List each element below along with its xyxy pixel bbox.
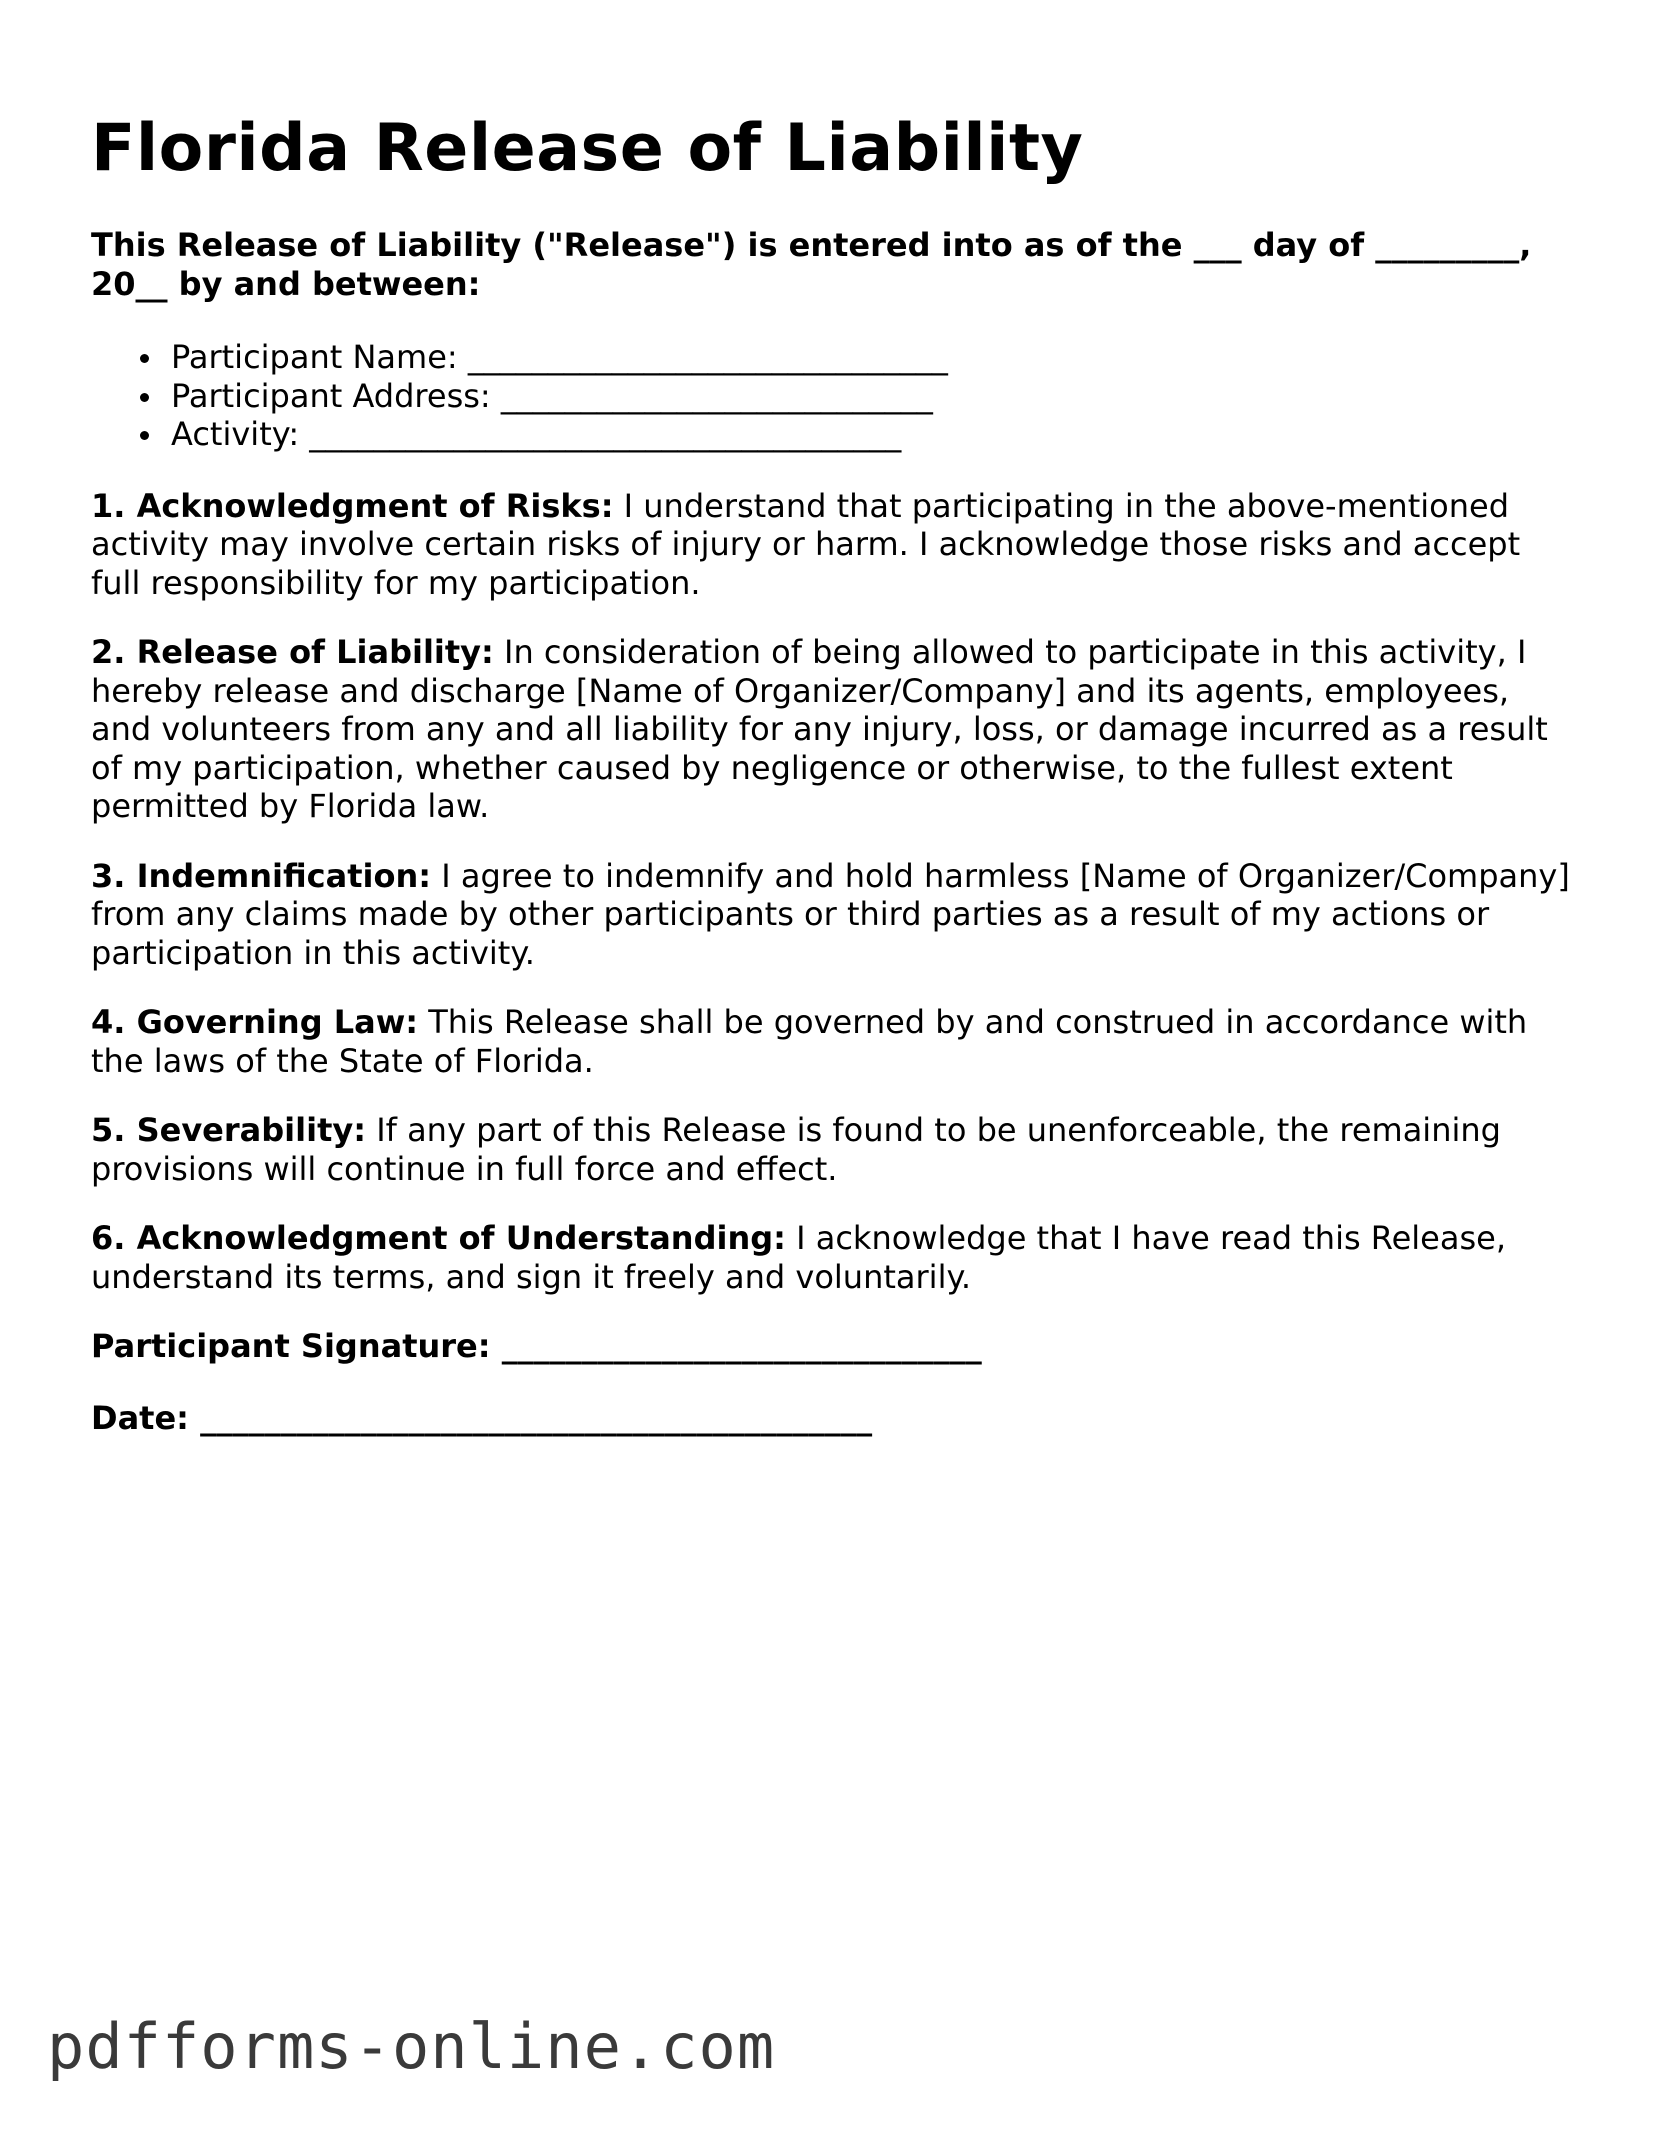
activity-blank: _____________________________________ xyxy=(309,415,902,453)
site-watermark: pdfforms-online.com xyxy=(47,2010,776,2083)
participant-signature-line xyxy=(91,1327,1571,1366)
party-label: Participant Address: xyxy=(171,376,491,415)
clause-text: I acknowledge that I have read this Release, understand its terms, and sign it freely and voluntarily. xyxy=(91,1219,1506,1296)
document-title: Florida Release of Liability xyxy=(91,111,1084,186)
date-label: Date: xyxy=(91,1399,189,1437)
bullet-icon xyxy=(140,393,149,402)
party-label: Activity: xyxy=(171,415,300,453)
clause-heading: 4. Governing Law: xyxy=(91,1003,419,1041)
clause-acknowledgment-of-risks xyxy=(91,487,1571,603)
signature-blank: ______________________________ xyxy=(501,1327,982,1365)
clause-indemnification xyxy=(91,857,1571,973)
clause-text: I agree to indemnify and hold harmless [Name of Organizer/Company] from any claims made by other participants or third parties as a result of my actions or participation in this activity. xyxy=(91,856,1570,972)
bullet-icon xyxy=(140,431,149,440)
party-label: Participant Name: xyxy=(171,338,458,376)
party-list xyxy=(91,338,1571,454)
clause-heading: 3. Indemnification: xyxy=(91,856,432,895)
clause-heading: 1. Acknowledgment of Risks: xyxy=(91,486,614,525)
clause-governing-law xyxy=(91,1003,1571,1080)
date-blank: __________________________________________ xyxy=(200,1399,873,1437)
party-item-name xyxy=(91,338,1571,377)
clause-heading: 2. Release of Liability: xyxy=(91,633,494,671)
date-line xyxy=(91,1399,1571,1438)
intro-paragraph: This Release of Liability ("Release") is entered into as of the ___ day of _________, 20__ by and between: xyxy=(91,226,1532,303)
participant-name-blank: ______________________________ xyxy=(467,338,948,376)
bullet-icon xyxy=(140,354,149,363)
clause-text: If any part of this Release is found to be unenforceable, the remaining provisions will continue in full force and effect. xyxy=(91,1111,1501,1188)
clause-text: This Release shall be governed by and construed in accordance with the laws of the State of Florida. xyxy=(91,1003,1528,1080)
clause-release-of-liability xyxy=(91,633,1571,826)
clause-heading: 6. Acknowledgment of Understanding: xyxy=(91,1219,786,1257)
document-page xyxy=(91,110,1571,1471)
clause-severability xyxy=(91,1111,1571,1188)
party-item-activity xyxy=(91,415,1571,454)
party-item-address xyxy=(91,377,1571,416)
clause-text: In consideration of being allowed to participate in this activity, I hereby release and discharge [Name of Organizer/Company] and its agents, employees, and volunteers from any and all liability for any injury, loss, or damage incurred as a result of my participation, whether caused by negligence or otherwise, to the fullest extent permitted by Florida law. xyxy=(91,633,1548,825)
clause-text: I understand that participating in the above-mentioned activity may involve certain risks of injury or harm. I acknowledge those risks and accept full responsibility for my participation. xyxy=(91,486,1521,602)
participant-address-blank: ___________________________ xyxy=(500,376,933,415)
clause-acknowledgment-of-understanding xyxy=(91,1219,1571,1296)
signature-label: Participant Signature: xyxy=(91,1327,491,1365)
clause-heading: 5. Severability: xyxy=(91,1111,367,1149)
